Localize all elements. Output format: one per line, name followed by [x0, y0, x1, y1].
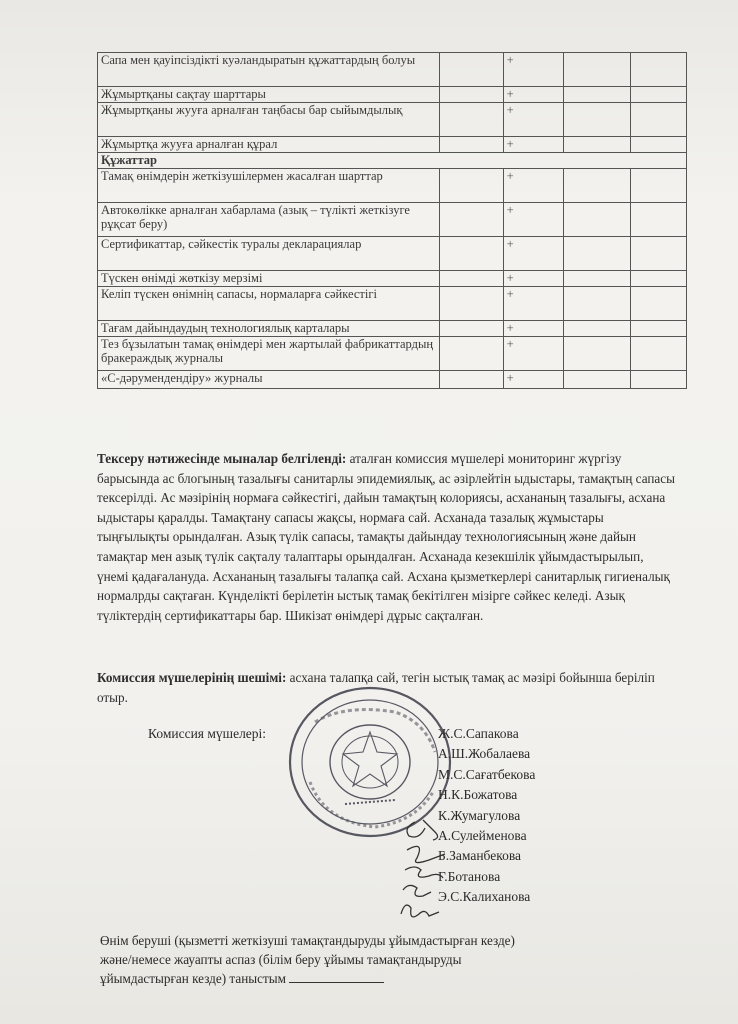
table-cell-empty [630, 137, 686, 153]
table-cell-empty [630, 371, 686, 389]
table-cell-empty [630, 321, 686, 337]
footer-line: және/немесе жауапты аспаз (білім беру ұйымы тамақтандыруды [100, 952, 462, 967]
table-cell-empty [440, 271, 504, 287]
table-cell-empty [630, 169, 686, 203]
table-cell-criterion: «С-дәрумендендіру» журналы [98, 371, 440, 389]
footer-line: Өнім беруші (қызметті жеткізуші тамақтандыруды ұйымдастырған кезде) [100, 933, 515, 948]
table-cell-criterion: Тағам дайындаудың технологиялық карталары [98, 321, 440, 337]
table-cell-mark: + [503, 321, 563, 337]
table-cell-empty [630, 203, 686, 237]
table-cell-criterion: Түскен өнімді жөткізу мерзімі [98, 271, 440, 287]
table-cell-empty [630, 103, 686, 137]
table-row [98, 287, 687, 321]
table-row [98, 337, 687, 371]
table-cell-criterion: Келіп түскен өнімнің сапасы, нормаларға сәйкестігі [98, 287, 440, 321]
table-cell-mark: + [503, 203, 563, 237]
table-cell-empty [440, 337, 504, 371]
table-row [98, 271, 687, 287]
footer-note [100, 931, 620, 988]
table-cell-empty [440, 203, 504, 237]
footer-line-with-blank [100, 969, 620, 988]
table-cell-criterion: Жұмыртқаны сақтау шарттары [98, 87, 440, 103]
table-cell-empty [630, 287, 686, 321]
table-row [98, 87, 687, 103]
table-cell-mark: + [503, 271, 563, 287]
member-name: М.С.Сағатбекова [438, 766, 536, 782]
table-cell-empty [440, 53, 504, 87]
table-row [98, 103, 687, 137]
table-row [98, 169, 687, 203]
table-cell-empty [564, 203, 631, 237]
table-cell-empty [564, 287, 631, 321]
decision-heading: Комиссия мүшелерінің шешімі: [97, 670, 287, 685]
table-cell-empty [564, 137, 631, 153]
table-cell-mark: + [503, 169, 563, 203]
table-row [98, 237, 687, 271]
table-cell-empty [440, 237, 504, 271]
table-cell-criterion: Сапа мен қауіпсіздікті куәландыратын құжаттардың болуы [98, 53, 440, 87]
table-cell-empty [630, 237, 686, 271]
table-row [98, 321, 687, 337]
table-cell-empty [440, 87, 504, 103]
table-row [98, 53, 687, 87]
table-cell-empty [440, 169, 504, 203]
table-cell-criterion: Тез бұзылатын тамақ өнімдері мен жартылай фабрикаттардың бракераждық журналы [98, 337, 440, 371]
table-cell-empty [564, 169, 631, 203]
table-cell-empty [440, 137, 504, 153]
signature-blank-line [289, 970, 384, 983]
table-cell-mark: + [503, 237, 563, 271]
decision-text: асхана талапқа сай, тегін ыстық тамақ ас мәзірі бойынша беріліп отыр. [97, 670, 655, 705]
table-row [98, 371, 687, 389]
table-cell-empty [630, 337, 686, 371]
table-cell-criterion: Жұмыртқаны жууға арналған таңбасы бар сыйымдылық [98, 103, 440, 137]
table-row [98, 137, 687, 153]
table-cell-empty [564, 53, 631, 87]
member-name: Н.К.Божатова [438, 787, 518, 803]
handwritten-signatures [395, 810, 465, 930]
table-cell-criterion: Құжаттар [98, 153, 687, 169]
member-name: К.Жумагулова [438, 807, 521, 823]
table-cell-criterion: Сертификаттар, сәйкестік туралы декларациялар [98, 237, 440, 271]
table-cell-empty [440, 321, 504, 337]
table-cell-mark: + [503, 371, 563, 389]
member-name: А.Ш.Жобалаева [438, 746, 531, 762]
table-cell-criterion: Тамақ өнімдерін жеткізушілермен жасалған шарттар [98, 169, 440, 203]
checklist-table [97, 52, 687, 389]
members-label: Комиссия мүшелері: [148, 726, 267, 741]
table-cell-empty [440, 287, 504, 321]
table-cell-empty [564, 371, 631, 389]
table-cell-mark: + [503, 87, 563, 103]
table-cell-empty [564, 87, 631, 103]
table-cell-empty [630, 53, 686, 87]
table-cell-empty [564, 321, 631, 337]
table-cell-mark: + [503, 53, 563, 87]
table-cell-mark: + [503, 287, 563, 321]
table-cell-criterion: Жұмыртқа жууға арналған құрал [98, 137, 440, 153]
table-cell-empty [630, 87, 686, 103]
member-name: Б.Заманбекова [438, 848, 522, 864]
table-cell-mark: + [503, 137, 563, 153]
table-row [98, 203, 687, 237]
table-cell-mark: + [503, 337, 563, 371]
member-name: Э.С.Калиханова [438, 889, 531, 905]
results-heading: Тексеру нәтижесінде мыналар белгіленді: [97, 451, 347, 466]
table-section-row [98, 153, 687, 169]
table-cell-empty [564, 337, 631, 371]
footer-line: ұйымдастырған кезде) таныстым [100, 971, 290, 986]
table-cell-empty [564, 103, 631, 137]
member-name: Г.Ботанова [438, 868, 501, 884]
table-cell-empty [630, 271, 686, 287]
table-cell-mark: + [503, 103, 563, 137]
member-name: Ж.С.Сапакова [438, 726, 519, 741]
table-cell-empty [440, 103, 504, 137]
results-paragraph [97, 449, 677, 625]
table-cell-empty [564, 237, 631, 271]
member-name: А.Сулейменова [438, 828, 527, 844]
table-cell-criterion: Автокөлікке арналған хабарлама (азық – түлікті жеткізуге рұқсат беру) [98, 203, 440, 237]
table-cell-empty [564, 271, 631, 287]
results-text: аталған комиссия мүшелері мониторинг жүргізу барысында ас блогының тазалығы санитарлы эпидемиялық, ас әзірлейтін ыдыстары, тамақтың сапасы тексерілді. Ас мәзірінің нормаға сәйкестігі, дайын тамақтың колориясы, асхананың тазалығы, асхана ыдыстары қаралды. Тамақтану сапасы жақсы, нормаға сай. Асханада тазалық жұмыстары тыңғылықты орындалған. Азық түлік сапасы, тамақты дайындау технологиясының және дайын тамақтар мен азық түлік сақталу талаптары орындалған. Асханада кезекшілік ұйымдастырылып, үнемі қадағалануда. Асхананың тазалығы талапқа сай. Асхана қызметкерлері санитарлық гигиеналық нормалрды сақтаған. Күнделікті берілетін ыстық тамақ бекітілген мізірге сәйкес келеді. Азық түліктердің сертификаттары бар. Шикізат өнімдері дұрыс сақталған. [97, 451, 675, 623]
table-cell-empty [440, 371, 504, 389]
